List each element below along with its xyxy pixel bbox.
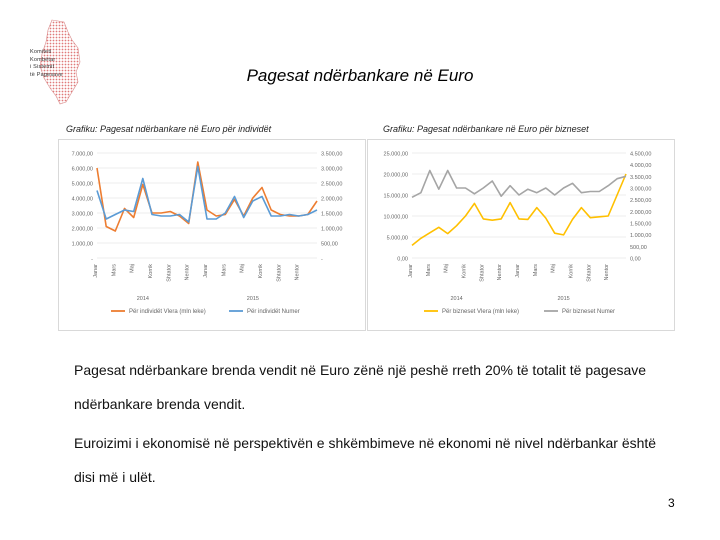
logo-line: Kombëtar — [30, 56, 56, 63]
chart-individuals-svg — [59, 140, 365, 330]
logo-line: të Pagesave — [30, 71, 63, 78]
chart-businesses-svg — [368, 140, 674, 330]
x-axis-tick-label: Shtator — [479, 264, 486, 282]
x-axis-tick-label: Mars — [532, 264, 539, 277]
slide-title: Pagesat ndërbankare në Euro — [246, 66, 474, 85]
right-axis-tick-label: 3.000,00 — [321, 166, 343, 173]
x-axis-tick-label: Mars — [425, 264, 432, 277]
legend-label: Për individët Numer — [247, 309, 300, 315]
right-axis-tick-label: - — [321, 256, 323, 263]
right-axis-tick-label: 0,00 — [630, 256, 641, 263]
right-axis-tick-label: 500,00 — [321, 241, 338, 248]
x-axis-tick-label: Janar — [203, 264, 209, 278]
x-axis-tick-label: Janar — [93, 264, 99, 278]
series-line — [412, 174, 626, 245]
left-axis-tick-label: 3.000,00 — [71, 211, 93, 218]
legend-label: Për individët Vlera (mln leke) — [129, 309, 206, 315]
x-axis-tick-label: Mars — [221, 264, 228, 277]
left-axis-tick-label: 0,00 — [397, 256, 408, 263]
right-axis-tick-label: 2.000,00 — [321, 196, 343, 203]
left-axis-tick-label: 25.000,00 — [383, 151, 408, 158]
chart-individuals — [58, 139, 366, 331]
x-axis-tick-label: Korrik — [258, 264, 264, 279]
right-axis-tick-label: 1.500,00 — [630, 221, 652, 228]
legend-label: Për bizneset Numer — [562, 309, 616, 315]
left-axis-tick-label: 15.000,00 — [383, 193, 408, 200]
right-axis-tick-label: 1.000,00 — [321, 226, 343, 233]
year-label: 2014 — [136, 296, 149, 302]
paragraph-2: Euroizimi i ekonomisë në perspektivën e shkëmbimeve në ekonomi në nivel ndërbankar është disi më i ulët. — [74, 435, 657, 485]
x-axis-tick-label: Korrik — [148, 264, 154, 279]
right-axis-tick-label: 2.000,00 — [630, 209, 652, 216]
right-axis-tick-label: 2.500,00 — [630, 198, 652, 205]
chart-caption-individuals: Grafiku: Pagesat ndërbankare në Euro për individët — [66, 124, 272, 134]
right-axis-tick-label: 1.000,00 — [630, 233, 652, 240]
legend-label: Për bizneset Vlera (mln leke) — [442, 309, 520, 315]
x-axis-tick-label: Nentor — [294, 264, 301, 281]
left-axis-tick-label: 2.000,00 — [71, 226, 93, 233]
right-axis-tick-label: 3.000,00 — [630, 186, 652, 193]
x-axis-tick-label: Maj — [550, 264, 557, 273]
x-axis-tick-label: Shtator — [586, 264, 593, 282]
left-axis-tick-label: - — [91, 256, 93, 263]
page-number: 3 — [668, 496, 675, 510]
left-axis-tick-label: 6.000,00 — [71, 166, 93, 173]
left-axis-tick-label: 10.000,00 — [383, 214, 408, 221]
x-axis-tick-label: Shtator — [276, 264, 283, 282]
x-axis-tick-label: Shtator — [166, 264, 173, 282]
x-axis-tick-label: Mars — [111, 264, 118, 277]
year-label: 2014 — [450, 296, 463, 302]
paragraph-1: Pagesat ndërbankare brenda vendit në Euro zënë një peshë rreth 20% të totalit të pagesave ndërbankare brenda vendit. — [74, 362, 647, 412]
series-line — [412, 171, 626, 198]
left-axis-tick-label: 1.000,00 — [71, 241, 93, 248]
right-axis-tick-label: 2.500,00 — [321, 181, 343, 188]
left-axis-tick-label: 4.000,00 — [71, 196, 93, 203]
x-axis-tick-label: Maj — [129, 264, 136, 273]
right-axis-tick-label: 4.500,00 — [630, 151, 652, 158]
x-axis-tick-label: Nentor — [604, 264, 611, 281]
left-axis-tick-label: 7.000,00 — [71, 151, 93, 158]
x-axis-tick-label: Maj — [239, 264, 246, 273]
series-line — [97, 162, 317, 231]
chart-caption-businesses: Grafiku: Pagesat ndërbankare në Euro për bizneset — [383, 124, 589, 134]
logo-line: Komiteti — [30, 49, 52, 55]
x-axis-tick-label: Janar — [515, 264, 521, 278]
right-axis-tick-label: 500,00 — [630, 244, 647, 251]
right-axis-tick-label: 3.500,00 — [321, 151, 343, 158]
logo-line: i Sistemit — [30, 64, 55, 70]
x-axis-tick-label: Nentor — [497, 264, 504, 281]
right-axis-tick-label: 3.500,00 — [630, 174, 652, 181]
x-axis-tick-label: Korrik — [461, 264, 468, 279]
year-label: 2015 — [246, 296, 259, 302]
left-axis-tick-label: 20.000,00 — [383, 172, 408, 179]
year-label: 2015 — [557, 296, 570, 302]
x-axis-tick-label: Nentor — [184, 264, 191, 281]
left-axis-tick-label: 5.000,00 — [386, 235, 408, 242]
x-axis-tick-label: Janar — [408, 264, 414, 278]
left-axis-tick-label: 5.000,00 — [71, 181, 93, 188]
x-axis-tick-label: Maj — [443, 264, 450, 273]
right-axis-tick-label: 4.000,00 — [630, 163, 652, 170]
right-axis-tick-label: 1.500,00 — [321, 211, 343, 218]
chart-businesses — [367, 139, 675, 331]
x-axis-tick-label: Korrik — [568, 264, 575, 279]
